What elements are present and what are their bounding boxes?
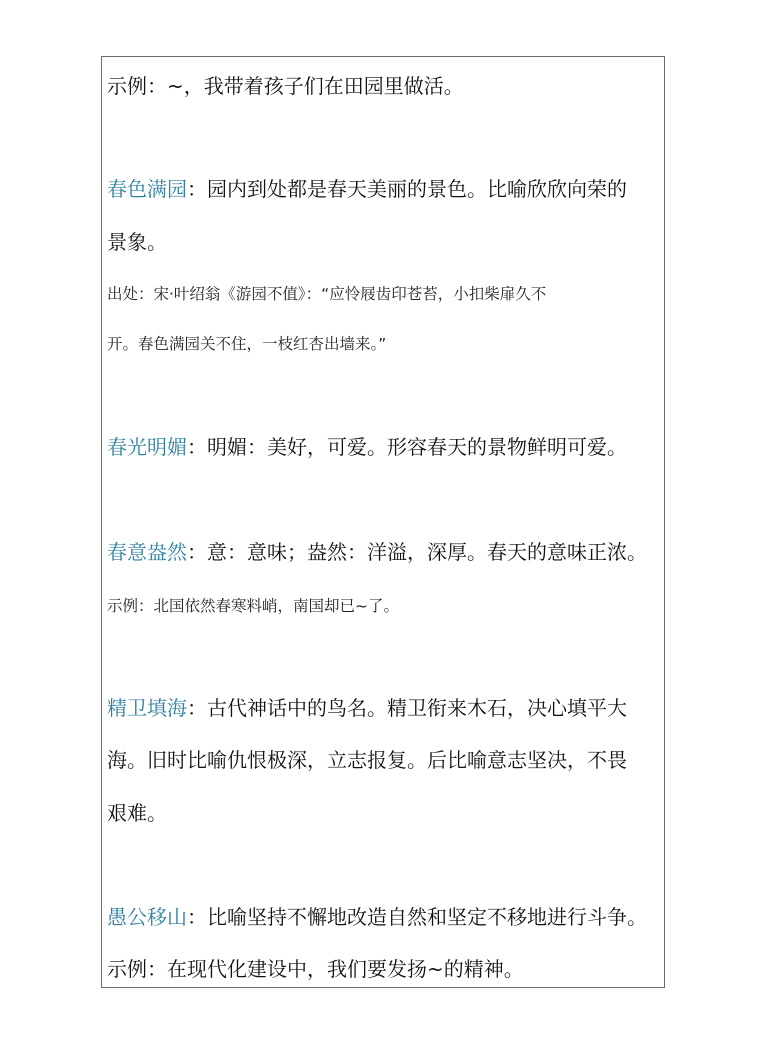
idiom-yugong-yishan <box>107 903 647 931</box>
idiom-chunguang-mingmei <box>107 433 627 461</box>
idiom-term: 精卫填海 <box>107 696 187 720</box>
idiom-term: 愚公移山 <box>107 905 187 929</box>
idiom-chunyi-angran <box>107 538 647 566</box>
example-line-3 <box>107 955 524 983</box>
idiom-chunse-manyuan <box>107 175 627 203</box>
idiom-definition: ：古代神话中的鸟名。精卫衔来木石，决心填平大 <box>187 696 627 720</box>
text: 出处：宋·叶绍翁《游园不值》：“应怜屐齿印苍苔，小扣柴扉久不 <box>107 285 547 303</box>
source-line-1 <box>107 282 546 306</box>
text: 示例：~，我带着孩子们在田园里做活。 <box>107 74 464 98</box>
definition-continuation <box>107 746 627 774</box>
text: 示例：北国依然春寒料峭，南国却已~了。 <box>107 597 399 615</box>
text: 景象。 <box>107 230 167 254</box>
text: 艰难。 <box>107 801 167 825</box>
idiom-definition: ：比喻坚持不懈地改造自然和坚定不移地进行斗争。 <box>187 905 647 929</box>
idiom-definition: ：意：意味；盎然：洋溢，深厚。春天的意味正浓。 <box>187 540 647 564</box>
text: 示例：在现代化建设中，我们要发扬~的精神。 <box>107 957 524 981</box>
definition-continuation <box>107 799 167 827</box>
text: 开。春色满园关不住，一枝红杏出墙来。” <box>107 335 387 353</box>
example-line-1 <box>107 72 464 100</box>
idiom-definition: ：明媚：美好，可爱。形容春天的景物鲜明可爱。 <box>187 435 627 459</box>
definition-continuation <box>107 228 167 256</box>
source-line-2 <box>107 332 386 356</box>
idiom-term: 春色满园 <box>107 177 187 201</box>
idiom-jingwei-tianhai <box>107 694 627 722</box>
idiom-term: 春光明媚 <box>107 435 187 459</box>
text: 海。旧时比喻仇恨极深，立志报复。后比喻意志坚决，不畏 <box>107 748 627 772</box>
idiom-term: 春意盎然 <box>107 540 187 564</box>
example-line-2 <box>107 594 399 618</box>
idiom-definition: ：园内到处都是春天美丽的景色。比喻欣欣向荣的 <box>187 177 627 201</box>
